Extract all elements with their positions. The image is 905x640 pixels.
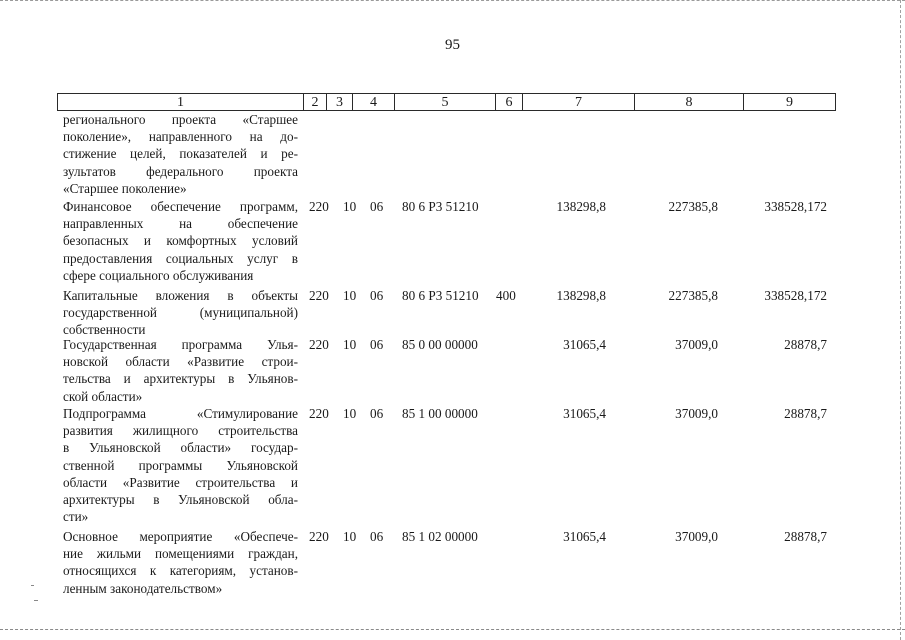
- column-header-4: 4: [353, 94, 395, 110]
- cell-amount-year-2: 227385,8: [668, 199, 718, 214]
- cell-section: 10: [343, 199, 357, 214]
- cell-administrator-code: 220: [309, 199, 329, 214]
- cell-amount-year-1: 31065,4: [563, 529, 606, 544]
- cell-expense-type: 400: [496, 288, 516, 303]
- cell-target-article: 85 1 02 00000: [402, 529, 478, 544]
- description-line: сфере социального обслуживания: [63, 267, 254, 283]
- description-line: направленных на обеспечение: [63, 216, 298, 232]
- column-header-7: 7: [523, 94, 635, 110]
- column-header-6: 6: [496, 94, 523, 110]
- scan-edge-top: [0, 0, 905, 4]
- description-line: ленным законодательством»: [63, 580, 223, 596]
- column-header-3: 3: [327, 94, 353, 110]
- cell-administrator-code: 220: [309, 406, 329, 421]
- description-line: предоставления социальных услуг в: [63, 250, 298, 266]
- cell-amount-year-3: 338528,172: [764, 288, 827, 303]
- cell-amount-year-2: 227385,8: [668, 288, 718, 303]
- cell-amount-year-3: 28878,7: [784, 529, 827, 544]
- description-line: поколение», направленного на до-: [63, 129, 298, 145]
- cell-amount-year-1: 138298,8: [556, 199, 606, 214]
- row-description: [63, 111, 298, 197]
- scan-edge-right: [898, 0, 901, 640]
- description-line: новской области «Развитие строи-: [63, 354, 298, 370]
- cell-amount-year-1: 31065,4: [563, 337, 606, 352]
- description-line: стижение целей, показателей и ре-: [63, 146, 298, 162]
- cell-amount-year-3: 28878,7: [784, 337, 827, 352]
- cell-administrator-code: 220: [309, 337, 329, 352]
- description-line: Государственная программа Улья-: [63, 337, 298, 352]
- description-line: архитектуры в Ульяновской обла-: [63, 491, 298, 507]
- cell-administrator-code: 220: [309, 529, 329, 544]
- description-line: ственной программы Ульяновской: [63, 457, 298, 473]
- description-line: развития жилищного строительства: [63, 423, 298, 439]
- description-line: ние жильми помещениями граждан,: [63, 546, 298, 562]
- cell-target-article: 85 1 00 00000: [402, 406, 478, 421]
- description-line: ской области»: [63, 388, 143, 404]
- description-line: тельства и архитектуры в Ульянов-: [63, 371, 298, 387]
- column-header-9: 9: [786, 95, 793, 110]
- cell-amount-year-1: 31065,4: [563, 406, 606, 421]
- cell-target-article: 85 0 00 00000: [402, 337, 478, 352]
- cell-subsection: 06: [370, 288, 384, 303]
- cell-section: 10: [343, 288, 357, 303]
- description-line: Финансовое обеспечение программ,: [63, 199, 298, 214]
- cell-section: 10: [343, 529, 357, 544]
- scan-speck: [31, 585, 34, 586]
- cell-target-article: 80 6 P3 51210: [402, 199, 479, 214]
- column-header-1: 1: [58, 94, 304, 110]
- column-header-8: 8: [635, 94, 744, 110]
- cell-amount-year-3: 28878,7: [784, 406, 827, 421]
- description-line: безопасных и комфортных условий: [63, 233, 298, 249]
- table-header-row: [57, 93, 836, 111]
- description-line: в Ульяновской области» государ-: [63, 440, 298, 456]
- cell-subsection: 06: [370, 529, 384, 544]
- scan-speck: [34, 600, 38, 601]
- cell-section: 10: [343, 337, 357, 352]
- row-description: [63, 287, 298, 339]
- cell-subsection: 06: [370, 199, 384, 214]
- cell-amount-year-2: 37009,0: [675, 337, 718, 352]
- description-line: собственности: [63, 322, 146, 338]
- cell-subsection: 06: [370, 337, 384, 352]
- row-description: [63, 528, 298, 597]
- column-header-2: 2: [304, 94, 327, 110]
- description-line: сти»: [63, 509, 89, 525]
- description-line: государственной (муниципальной): [63, 305, 298, 321]
- description-line: относящихся к категориям, установ-: [63, 563, 298, 579]
- cell-section: 10: [343, 406, 357, 421]
- description-line: регионального проекта «Старшее: [63, 112, 298, 127]
- row-description: [63, 405, 298, 525]
- cell-administrator-code: 220: [309, 288, 329, 303]
- cell-amount-year-3: 338528,172: [764, 199, 827, 214]
- row-description: [63, 198, 298, 284]
- cell-target-article: 80 6 P3 51210: [402, 288, 479, 303]
- description-line: Основное мероприятие «Обеспече-: [63, 529, 298, 544]
- page-number: 95: [445, 37, 460, 53]
- description-line: Капитальные вложения в объекты: [63, 288, 298, 303]
- description-line: Подпрограмма «Стимулирование: [63, 406, 298, 421]
- description-line: области «Развитие строительства и: [63, 474, 298, 490]
- cell-amount-year-1: 138298,8: [556, 288, 606, 303]
- description-line: зультатов федерального проекта: [63, 163, 298, 179]
- description-line: «Старшее поколение»: [63, 180, 187, 196]
- row-description: [63, 336, 298, 405]
- cell-amount-year-2: 37009,0: [675, 529, 718, 544]
- cell-subsection: 06: [370, 406, 384, 421]
- scan-edge-bottom: [0, 627, 905, 630]
- cell-amount-year-2: 37009,0: [675, 406, 718, 421]
- column-header-5: 5: [395, 94, 496, 110]
